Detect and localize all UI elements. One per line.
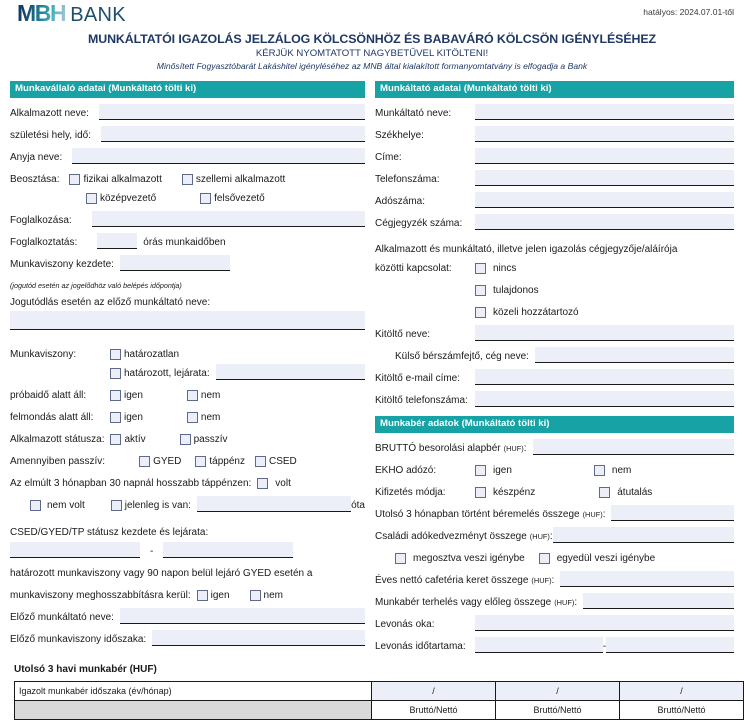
checkbox-icon[interactable] <box>195 456 206 467</box>
checkbox-icon[interactable] <box>110 368 121 379</box>
checkbox-label: jelenleg is van: <box>124 500 191 511</box>
field-if-passive <box>10 451 365 468</box>
employment-start-input[interactable] <box>120 255 230 271</box>
previous-employer-input[interactable] <box>120 608 365 624</box>
checkbox-icon[interactable] <box>475 285 486 296</box>
field-previous-period <box>10 629 365 646</box>
checkbox-fixed-term[interactable] <box>110 367 210 380</box>
checkbox-icon[interactable] <box>475 307 486 318</box>
checkbox-icon[interactable] <box>187 390 198 401</box>
family-tax-benefit-input[interactable] <box>553 527 734 543</box>
wage-grey-spacer-cell <box>15 701 372 720</box>
field-label: Külső bérszámfejtő, cég neve: <box>395 351 529 362</box>
relation-close-relative-row <box>375 302 734 319</box>
wage-period-cell-1[interactable]: / <box>372 682 496 701</box>
logo-wordmark: BANK <box>70 4 126 26</box>
checkbox-status-passive[interactable] <box>180 433 228 446</box>
checkbox-icon[interactable] <box>250 590 261 601</box>
occupation-input[interactable] <box>92 211 365 227</box>
field-label: felmondás alatt áll: <box>10 412 94 423</box>
checkbox-label: tulajdonos <box>493 285 539 296</box>
field-label: Címe: <box>375 152 402 163</box>
relation-label-1: Alkalmazott és munkáltató, illetve jelen igazolás cégjegyzője/aláírója <box>375 244 678 255</box>
field-employer-name <box>375 103 734 120</box>
checkbox-label: fizikai alkalmazott <box>83 174 162 185</box>
deduction-period-end-input[interactable] <box>606 637 734 653</box>
checkbox-icon[interactable] <box>110 349 121 360</box>
checkbox-icon[interactable] <box>69 174 80 185</box>
checkbox-label: határozatlan <box>124 349 180 360</box>
field-label: Kitöltő telefonszáma: <box>375 395 468 406</box>
field-employer-registration-number <box>375 213 734 230</box>
extend-label-1: határozott munkaviszony vagy 90 napon belül lejáró GYED esetén a <box>10 568 313 579</box>
checkbox-label: középvezető <box>100 193 157 204</box>
field-label: Munkáltató neve: <box>375 108 452 119</box>
checkbox-probation-no[interactable] <box>187 389 220 402</box>
field-label: Alkalmazott neve: <box>10 108 89 119</box>
checkbox-extend-yes[interactable] <box>197 589 230 602</box>
checkbox-label: nem <box>263 590 283 601</box>
checkbox-payment-cash[interactable] <box>475 486 535 499</box>
field-label: Előző munkáltató neve: <box>10 612 114 623</box>
checkbox-icon[interactable] <box>110 434 121 445</box>
field-benefit-usage <box>375 548 734 565</box>
birth-place-date-input[interactable] <box>101 126 365 142</box>
field-label: Előző munkaviszony időszaka: <box>10 634 147 645</box>
checkbox-label: szellemi alkalmazott <box>195 174 286 185</box>
employer-tax-number-input[interactable] <box>475 192 734 208</box>
page-subtitle-note: Minősített Fogyasztóbarát Lakáshitel igényléséhez az MNB által kialakított formanyomtatvány is elfogadja a Bank <box>156 61 588 71</box>
checkbox-benefit-shared[interactable] <box>395 552 525 565</box>
csed-start-input[interactable] <box>10 542 140 558</box>
checkbox-label: készpénz <box>493 487 536 498</box>
checkbox-icon[interactable] <box>200 193 211 204</box>
field-label: Cégjegyzék száma: <box>375 218 463 229</box>
relation-owner-row <box>375 280 734 297</box>
predecessor-employer-input[interactable] <box>10 311 365 330</box>
field-label: BRUTTÓ besorolási alapbér <box>375 443 501 454</box>
checkbox-icon[interactable] <box>255 456 266 467</box>
checkbox-label: nem <box>611 465 632 476</box>
filler-name-input[interactable] <box>475 325 734 341</box>
filler-email-input[interactable] <box>475 369 734 385</box>
gross-net-cell-1: Bruttó/Nettó <box>372 701 496 720</box>
checkbox-icon[interactable] <box>594 465 605 476</box>
field-mother-name <box>10 147 365 164</box>
field-colon: : <box>574 597 578 608</box>
checkbox-sick-was[interactable] <box>257 477 291 490</box>
field-label: Éves nettó cafetéria keret összege <box>375 575 529 586</box>
checkbox-icon[interactable] <box>180 434 191 445</box>
checkbox-senior-manager[interactable] <box>200 192 265 205</box>
checkbox-label: átutalás <box>617 487 653 498</box>
field-occupation <box>10 210 365 227</box>
currency-hint: (HUF) <box>529 532 550 541</box>
checkbox-icon[interactable] <box>475 263 486 274</box>
effective-date: hatályos: 2024.07.01-től <box>643 7 734 17</box>
page-header <box>0 0 744 28</box>
checkbox-indefinite-term[interactable] <box>110 348 179 361</box>
wage-burden-input[interactable] <box>583 593 734 609</box>
title-block <box>0 32 744 73</box>
section-header-wages: Munkabér adatok (Munkáltató tölti ki) <box>375 416 734 433</box>
employee-column <box>10 81 365 653</box>
previous-period-input[interactable] <box>152 630 365 646</box>
field-colon: : <box>602 509 606 520</box>
field-external-payroll <box>375 346 734 363</box>
checkbox-notice-no[interactable] <box>187 411 220 424</box>
checkbox-label: aktív <box>124 434 146 445</box>
checkbox-label: nem volt <box>47 500 85 511</box>
field-label: születési hely, idő: <box>10 130 91 141</box>
field-label: Utolsó 3 hónapban történt béremelés összege <box>375 509 580 520</box>
checkbox-icon[interactable] <box>599 487 610 498</box>
field-employer-address <box>375 147 734 164</box>
field-filler-phone <box>375 390 734 407</box>
csed-end-input[interactable] <box>163 542 293 558</box>
checkbox-label: nem <box>200 390 221 401</box>
csed-status-label: CSED/GYED/TP státusz kezdete és lejárata: <box>10 527 209 538</box>
field-recent-raise <box>375 504 734 521</box>
checkbox-label: nincs <box>493 263 517 274</box>
currency-hint: (HUF) <box>531 576 552 585</box>
checkbox-icon[interactable] <box>182 174 193 185</box>
checkbox-ekho-yes[interactable] <box>475 464 512 477</box>
checkbox-icon[interactable] <box>187 412 198 423</box>
checkbox-label: igen <box>124 390 143 401</box>
currency-hint: (HUF) <box>503 444 524 453</box>
employer-phone-input[interactable] <box>475 170 734 186</box>
wage-period-cell-2[interactable]: / <box>496 682 620 701</box>
field-colon: : <box>551 575 555 586</box>
field-label: Munkabér terhelés vagy előleg összege <box>375 597 552 608</box>
field-filler-name <box>375 324 734 341</box>
checkbox-status-active[interactable] <box>110 433 145 446</box>
field-relation-fixed <box>10 363 365 380</box>
field-label: Munkaviszony: <box>10 349 77 360</box>
checkbox-white-collar-employee[interactable] <box>182 173 285 186</box>
wage-period-row-label: Igazolt munkabér időszaka (év/hónap) <box>15 682 372 701</box>
checkbox-middle-manager[interactable] <box>86 192 156 205</box>
employee-name-input[interactable] <box>99 104 365 120</box>
field-wage-burden <box>375 592 734 609</box>
checkbox-passive-gyed[interactable] <box>139 455 181 468</box>
field-label: Kitöltő e-mail címe: <box>375 373 461 384</box>
employment-start-note-row <box>10 273 365 290</box>
wage-period-cell-3[interactable]: / <box>620 682 744 701</box>
currency-hint: (HUF) <box>582 510 603 519</box>
csed-label-row <box>10 522 365 539</box>
checkbox-label: igen <box>493 465 512 476</box>
field-deduction-period <box>375 636 734 653</box>
employer-registration-number-input[interactable] <box>475 214 734 230</box>
field-label: Telefonszáma: <box>375 174 440 185</box>
csed-range-dash: - <box>150 546 154 557</box>
field-gross-base-salary <box>375 438 734 455</box>
field-label: Amennyiben passzív: <box>10 456 106 467</box>
field-employment-start <box>10 254 365 271</box>
section-header-employee: Munkavállaló adatai (Munkáltató tölti ki) <box>10 81 365 98</box>
field-previous-employer <box>10 607 365 624</box>
employer-seat-input[interactable] <box>475 126 734 142</box>
field-payment-method <box>375 482 734 499</box>
cafeteria-input[interactable] <box>560 571 734 587</box>
checkbox-icon[interactable] <box>539 553 550 564</box>
field-ekho-taxpayer <box>375 460 734 477</box>
field-label: Foglalkozása: <box>10 215 72 226</box>
checkbox-label: nem <box>200 412 221 423</box>
checkbox-notice-yes[interactable] <box>110 411 143 424</box>
field-label: Levonás oka: <box>375 619 435 630</box>
extend-label-2: munkaviszony meghosszabbításra kerül: <box>10 590 191 601</box>
checkbox-relation-owner[interactable] <box>475 284 539 297</box>
field-family-tax-benefit <box>375 526 734 543</box>
checkbox-relation-none[interactable] <box>475 262 516 275</box>
field-deduction-reason <box>375 614 734 631</box>
checkbox-ekho-no[interactable] <box>594 464 631 477</box>
checkbox-icon[interactable] <box>395 553 406 564</box>
relation-note-line2 <box>375 258 734 275</box>
deduction-range-dash: - <box>602 641 607 652</box>
checkbox-icon[interactable] <box>110 390 121 401</box>
field-colon: : <box>549 531 553 542</box>
wage-table <box>14 681 744 720</box>
fixed-term-expiry-input[interactable] <box>216 364 365 380</box>
checkbox-icon[interactable] <box>139 456 150 467</box>
employer-column <box>375 81 734 653</box>
checkbox-relation-close-relative[interactable] <box>475 306 579 319</box>
checkbox-icon[interactable] <box>475 465 486 476</box>
field-csed-period <box>10 541 365 558</box>
logo-mark: MBH <box>17 0 66 26</box>
relation-note-line1 <box>375 239 734 256</box>
checkbox-label: passzív <box>193 434 228 445</box>
field-position-row1 <box>10 169 365 186</box>
checkbox-icon[interactable] <box>110 412 121 423</box>
checkbox-label: GYED <box>153 456 182 467</box>
field-sick-answers <box>10 495 365 512</box>
field-label: EKHO adózó: <box>375 465 437 476</box>
page-title: MUNKÁLTATÓI IGAZOLÁS JELZÁLOG KÖLCSÖNHÖZ ÉS BABAVÁRÓ KÖLCSÖN IGÉNYLÉSÉHEZ <box>88 32 656 46</box>
field-employee-name <box>10 103 365 120</box>
field-relation-indefinite <box>10 344 365 361</box>
field-label: Munkaviszony kezdete: <box>10 259 114 270</box>
field-label: Székhelye: <box>375 130 424 141</box>
page-subtitle: KÉRJÜK NYOMTATOTT NAGYBETŰVEL KITÖLTENI! <box>255 48 489 59</box>
last-three-months-wage-section <box>14 664 734 720</box>
checkbox-label: igen <box>210 590 230 601</box>
employer-address-input[interactable] <box>475 148 734 164</box>
predecessor-label: Jogutódlás esetén az előző munkáltató neve: <box>10 297 211 308</box>
deduction-reason-input[interactable] <box>475 615 734 631</box>
field-employer-seat <box>375 125 734 142</box>
sick-since-input[interactable] <box>197 496 351 512</box>
table-row <box>15 682 744 701</box>
form-columns <box>0 81 744 653</box>
field-employment-hours <box>10 232 365 249</box>
field-birth-place-date <box>10 125 365 142</box>
field-label: próbaidő alatt áll: <box>10 390 87 401</box>
checkbox-label: volt <box>275 478 291 489</box>
checkbox-label: táppénz <box>209 456 245 467</box>
field-employer-phone <box>375 169 734 186</box>
field-probation <box>10 385 365 402</box>
checkbox-label: CSED <box>269 456 297 467</box>
field-label: Családi adókedvezményt összege <box>375 531 527 542</box>
checkbox-label: megosztva veszi igénybe <box>413 553 525 564</box>
mbh-bank-logo <box>17 1 126 25</box>
relation-label-2: közötti kapcsolat: <box>375 263 452 274</box>
currency-hint: (HUF) <box>554 598 575 607</box>
recent-raise-input[interactable] <box>611 505 734 521</box>
field-predecessor-employer <box>10 311 365 330</box>
checkbox-passive-csed[interactable] <box>255 455 297 468</box>
field-cafeteria <box>375 570 734 587</box>
external-payroll-input[interactable] <box>535 347 734 363</box>
checkbox-extend-no[interactable] <box>250 589 283 602</box>
field-label: Kitöltő neve: <box>375 329 431 340</box>
checkbox-label: felsővezető <box>214 193 265 204</box>
deduction-period-start-input[interactable] <box>475 637 603 653</box>
field-sick-question <box>10 473 365 490</box>
gross-net-cell-3: Bruttó/Nettó <box>620 701 744 720</box>
checkbox-label: közeli hozzátartozó <box>493 307 579 318</box>
gross-net-cell-2: Bruttó/Nettó <box>496 701 620 720</box>
field-label: Alkalmazott státusza: <box>10 434 105 445</box>
extend-question-line2 <box>10 585 365 602</box>
checkbox-label: igen <box>124 412 143 423</box>
field-label: Kifizetés módja: <box>375 487 446 498</box>
sick-question-label: Az elmúlt 3 hónapban 30 napnál hosszabb táppénzen: <box>10 478 252 489</box>
checkbox-icon[interactable] <box>257 478 268 489</box>
checkbox-sick-wasnot[interactable] <box>30 499 85 512</box>
checkbox-label: határozott, lejárata: <box>124 368 210 379</box>
field-position-row2 <box>10 188 365 205</box>
checkbox-icon[interactable] <box>86 193 97 204</box>
field-colon: : <box>523 443 527 454</box>
predecessor-label-row <box>10 292 365 309</box>
field-filler-email <box>375 368 734 385</box>
checkbox-sick-current[interactable] <box>111 499 191 512</box>
field-notice-period <box>10 407 365 424</box>
checkbox-payment-transfer[interactable] <box>599 486 652 499</box>
field-label: Adószáma: <box>375 196 426 207</box>
section-title-last-three-months: Utolsó 3 havi munkabér (HUF) <box>14 664 157 675</box>
employment-start-note: (jogutód esetén az jogelődhöz való belépés időpontja) <box>10 281 182 290</box>
checkbox-physical-employee[interactable] <box>69 173 161 186</box>
checkbox-icon[interactable] <box>475 487 486 498</box>
checkbox-passive-sickpay[interactable] <box>195 455 245 468</box>
checkbox-icon[interactable] <box>30 500 41 511</box>
checkbox-label: egyedül veszi igénybe <box>556 553 656 564</box>
checkbox-icon[interactable] <box>197 590 208 601</box>
field-employee-status <box>10 429 365 446</box>
extend-question-line1 <box>10 563 365 580</box>
field-label: Beosztása: <box>10 174 60 185</box>
checkbox-benefit-alone[interactable] <box>539 552 655 565</box>
checkbox-probation-yes[interactable] <box>110 389 143 402</box>
field-label: Foglalkoztatás: <box>10 237 78 248</box>
employment-hours-suffix: órás munkaidőben <box>143 237 226 248</box>
checkbox-icon[interactable] <box>111 500 122 511</box>
mother-name-input[interactable] <box>72 148 365 164</box>
sick-since-suffix: óta <box>351 500 365 511</box>
section-header-employer: Munkáltató adatai (Munkáltató tölti ki) <box>375 81 734 98</box>
employment-hours-input[interactable] <box>97 233 137 249</box>
field-label: Anyja neve: <box>10 152 63 163</box>
field-employer-tax-number <box>375 191 734 208</box>
filler-phone-input[interactable] <box>475 391 734 407</box>
employer-name-input[interactable] <box>475 104 734 120</box>
gross-base-salary-input[interactable] <box>533 439 734 455</box>
table-row <box>15 701 744 720</box>
field-label: Levonás időtartama: <box>375 641 466 652</box>
